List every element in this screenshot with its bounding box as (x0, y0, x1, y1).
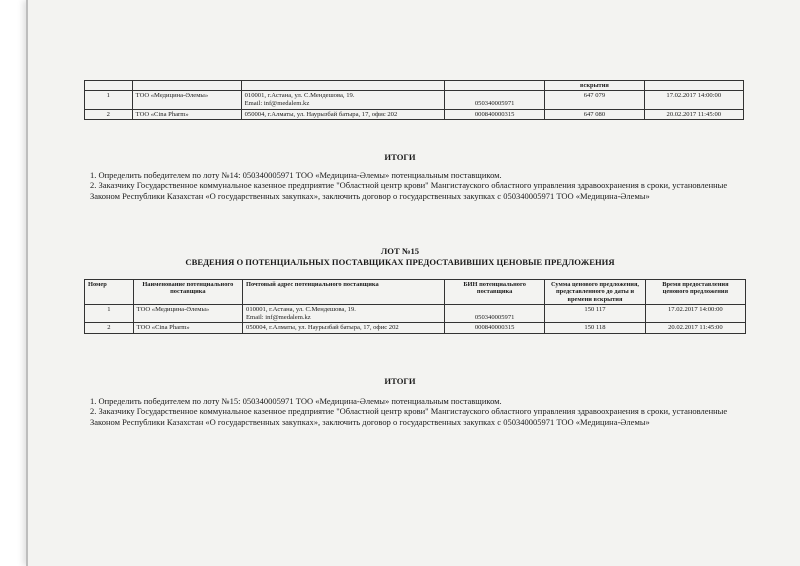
table-header-row (85, 81, 744, 91)
supplier-address: 050004, г.Алматы, ул. Наурызбай батыра, 17, офис 202 (241, 109, 444, 120)
lot-subtitle: СВЕДЕНИЯ О ПОТЕНЦИАЛЬНЫХ ПОСТАВЩИКАХ ПРЕДОСТАВИВШИХ ЦЕНОВЫЕ ПРЕДЛОЖЕНИЯ (185, 257, 615, 267)
result-item-1: 1. Определить победителем по лоту №14: 050340005971 ТОО «Медицина-Әлемы» потенциальным поставщиком. (90, 170, 502, 180)
header-sum: Сумма ценового предложения, представленного до даты и времени вскрытия (545, 280, 645, 305)
supplier-address (243, 305, 445, 323)
offer-time: 20.02.2017 11:45:00 (645, 323, 745, 334)
address-line: 010001, г.Астана, ул. С.Мендешова, 19. (246, 306, 356, 314)
email-line: Email: inf@medalem.kz (244, 99, 310, 107)
table-cell (241, 81, 444, 91)
offer-sum: 647 079 (545, 91, 644, 109)
offer-sum: 647 080 (545, 109, 644, 120)
table-row (85, 109, 744, 120)
suppliers-table-lot-15 (84, 279, 746, 334)
result-item-1: 1. Определить победителем по лоту №15: 050340005971 ТОО «Медицина-Әлемы» потенциальным поставщиком. (90, 396, 502, 406)
table-cell (132, 81, 241, 91)
header-number: Номер (85, 280, 134, 305)
results-text-lot-14 (90, 170, 730, 201)
address-line: 010001, г.Астана, ул. С.Мендешова, 19. (244, 92, 355, 100)
table-cell (85, 81, 133, 91)
page-edge-shadow (26, 0, 28, 566)
header-address: Почтовый адрес потенциального поставщика (243, 280, 445, 305)
header-sum-partial: вскрытия (545, 81, 644, 91)
table-cell (644, 81, 743, 91)
offer-time: 17.02.2017 14:00:00 (645, 305, 745, 323)
supplier-name: ТОО «Медицина-Әлемы» (132, 91, 241, 109)
header-time: Время предоставления ценового предложения (645, 280, 745, 305)
offer-time: 17.02.2017 14:00:00 (644, 91, 743, 109)
result-item-2: 2. Заказчику Государственное коммунальное казенное предприятие "Областной центр крови" Мангистауского областного управления здравоохранения в сроки, установленные Законом Республики Казахстан «О государственных закупках», заключить договор о государственных закупках с 050340005971 ТОО «Медицина-Әлемы» (90, 406, 728, 427)
results-heading: ИТОГИ (384, 152, 416, 162)
table-header-row (85, 280, 746, 305)
supplier-bin: 050340005971 (445, 91, 545, 109)
table-row (85, 91, 744, 109)
table-cell (445, 81, 545, 91)
supplier-name: ТОО «Cina Pharm» (132, 109, 241, 120)
row-number: 1 (85, 305, 134, 323)
row-number: 2 (85, 323, 134, 334)
offer-sum: 150 117 (545, 305, 645, 323)
suppliers-table-lot-14 (84, 80, 744, 120)
row-number: 2 (85, 109, 133, 120)
result-item-2: 2. Заказчику Государственное коммунальное казенное предприятие "Областной центр крови" Мангистауского областного управления здравоохранения в сроки, установленные Законом Республики Казахстан «О государственных закупках», заключить договор о государственных закупках с 050340005971 ТОО «Медицина-Әлемы» (90, 180, 728, 201)
supplier-address: 050004, г.Алматы, ул. Наурызбай батыра, 17, офис 202 (243, 323, 445, 334)
supplier-name: ТОО «Cina Pharm» (133, 323, 242, 334)
table-row (85, 323, 746, 334)
table-row (85, 305, 746, 323)
supplier-bin: 000840000315 (444, 323, 544, 334)
offer-sum: 150 118 (545, 323, 645, 334)
results-text-lot-15 (90, 396, 730, 427)
supplier-name: ТОО «Медицина-Әлемы» (133, 305, 242, 323)
header-bin: БИН потенциального поставщика (444, 280, 544, 305)
supplier-address (241, 91, 444, 109)
supplier-bin: 000840000315 (445, 109, 545, 120)
header-name: Наименование потенциального поставщика (133, 280, 242, 305)
lot-title: ЛОТ №15 (380, 246, 420, 256)
email-line: Email: inf@medalem.kz (246, 313, 311, 321)
supplier-bin: 050340005971 (444, 305, 544, 323)
offer-time: 20.02.2017 11:45:00 (644, 109, 743, 120)
row-number: 1 (85, 91, 133, 109)
results-heading: ИТОГИ (384, 376, 416, 386)
